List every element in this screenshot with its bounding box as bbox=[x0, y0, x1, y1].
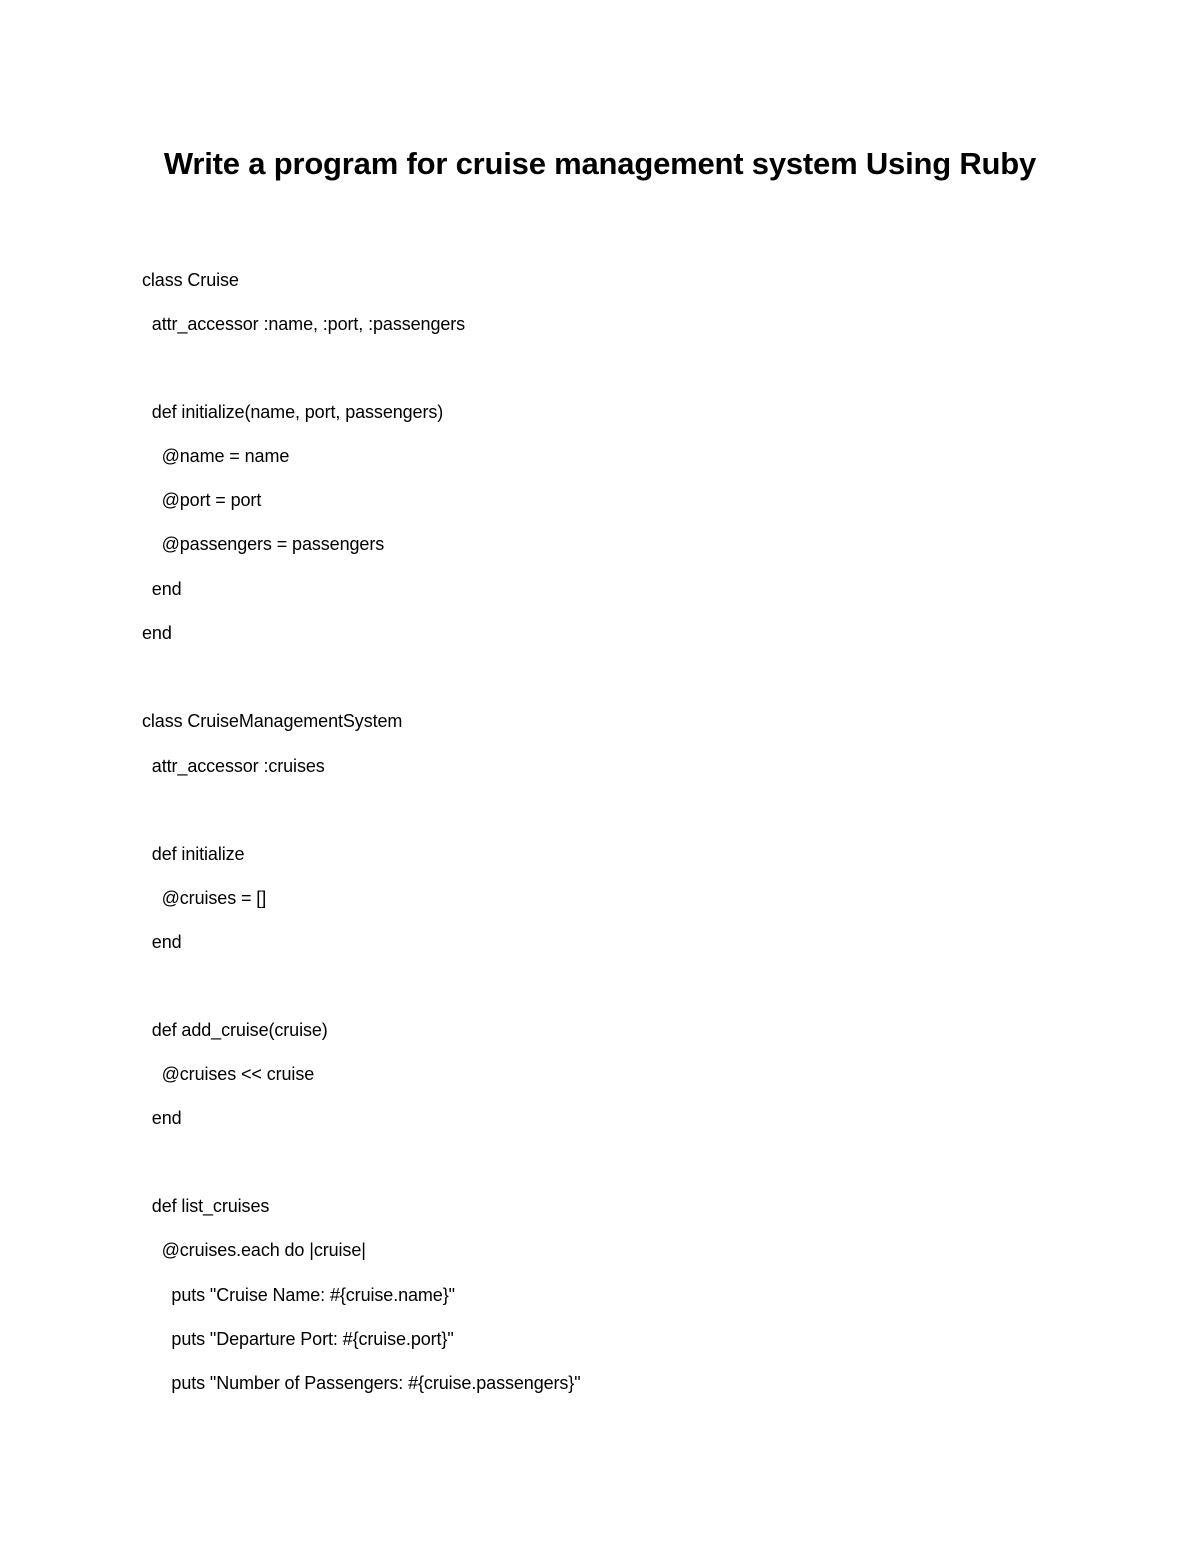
code-line: puts "Cruise Name: #{cruise.name}" bbox=[142, 1285, 455, 1305]
code-line: puts "Number of Passengers: #{cruise.passengers}" bbox=[142, 1373, 581, 1393]
code-line: attr_accessor :cruises bbox=[142, 756, 325, 776]
code-line: def add_cruise(cruise) bbox=[142, 1020, 328, 1040]
code-line: def list_cruises bbox=[142, 1196, 270, 1216]
code-line: end bbox=[142, 932, 182, 952]
code-line: end bbox=[142, 1108, 182, 1128]
document-title: Write a program for cruise management system Using Ruby bbox=[163, 146, 1037, 181]
code-line: @name = name bbox=[142, 446, 290, 466]
code-line: attr_accessor :name, :port, :passengers bbox=[142, 314, 466, 334]
code-line: @cruises.each do |cruise| bbox=[142, 1240, 366, 1260]
code-line: class CruiseManagementSystem bbox=[142, 711, 403, 731]
code-line: def initialize bbox=[142, 844, 245, 864]
code-line: class Cruise bbox=[142, 270, 239, 290]
code-line: end bbox=[142, 579, 182, 599]
code-line: end bbox=[142, 623, 172, 643]
code-line: @cruises << cruise bbox=[142, 1064, 315, 1084]
code-listing bbox=[142, 0, 1142, 1553]
code-line: puts "Departure Port: #{cruise.port}" bbox=[142, 1329, 454, 1349]
code-line: def initialize(name, port, passengers) bbox=[142, 402, 444, 422]
code-line: @port = port bbox=[142, 490, 262, 510]
code-line: @cruises = [] bbox=[142, 888, 267, 908]
code-line: @passengers = passengers bbox=[142, 534, 385, 554]
